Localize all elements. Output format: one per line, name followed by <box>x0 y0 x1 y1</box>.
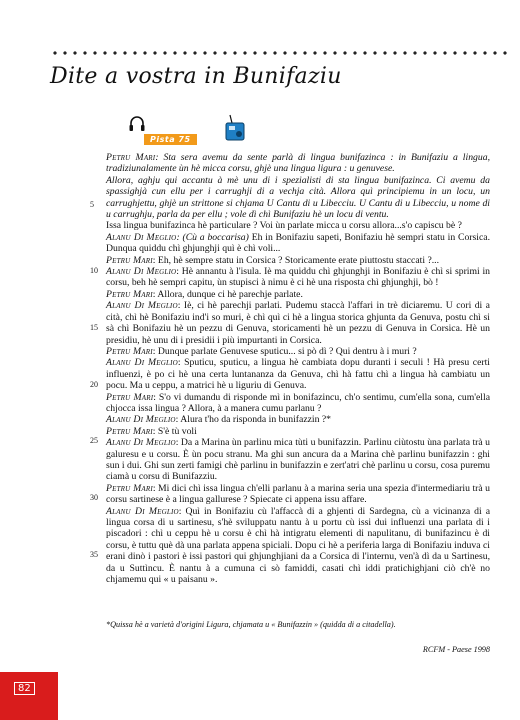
speaker-label: Petru Mari <box>106 482 153 494</box>
speaker-label: Alanu Di Meglio <box>106 231 177 243</box>
line-number: 25 <box>90 436 98 445</box>
paragraph: Petru Mari: Allora, dunque ci hè parechje parlate. <box>106 288 303 300</box>
headphones-icon <box>128 114 146 134</box>
radio-icon <box>224 114 246 142</box>
dialogue-text <box>106 152 490 585</box>
paragraph: Alanu Di Meglio: Quì in Bonifaziu cù l'affaccà di a ghjenti di Sardegna, cù a vicinanza di a lingua corsa di u sartinesu, s'hè sviluppatu nantu à u portu cù issi dui influenzi una parlata di i piscadori : chì u ceppu hè u corsu è chì hà intigratu elementi di napulitanu, di bunifazincu è di corsu, è tuttu què dà una parlata appena spiciali. Dopu ci hè a periferia larga di Bonifaziu induva ci erani dinò i pastori è issi pastori qui ghjunghjiani da a Corsica di l'internu, ven'à dì da u Sartinesu, da u Suttìncu. È nantu à a cumuna ci sò famiddi, casati chì iddi pratichighjani ciò ch'è no chjamemu qui « u paisanu ». <box>106 505 490 586</box>
paragraph: Petru Mari: Sta sera avemu da sente parlà di lingua bunifazinca : in Bunifaziu a lingua, tradiziunalamente ùn hè micca corsu, ghjè una lingua ligura : u genuvese. <box>106 152 490 175</box>
paragraph: Petru Mari: S'o vi dumandu di risponde mì in bonifazincu, ch'o sentimu, cum'ella sona, cum'ella chjocca issa lingua ? Allora, à a manera cumu parlanu ? <box>106 391 490 414</box>
speaker-label: Petru Mari <box>106 288 153 300</box>
line-number: 35 <box>90 550 98 559</box>
speaker-label: Alanu Di Meglio <box>106 505 179 517</box>
line-number: 20 <box>90 380 98 389</box>
paragraph: Petru Mari: Eh, hè sempre statu in Corsica ? Storicamente erate piuttostu staccati ?... <box>106 254 440 266</box>
speaker-label: Alanu Di Meglio <box>106 300 178 312</box>
page-title: Dite a vostra in Bunifaziu <box>50 64 342 89</box>
speaker-label: Alanu Di Meglio <box>106 357 178 369</box>
speaker-label: Petru Mari <box>106 345 153 357</box>
speaker-label: Alanu Di Meglio <box>106 437 176 449</box>
source-credit: RCFM - Paese 1998 <box>422 645 490 654</box>
paragraph: Petru Mari: Mi dici chì issa lingua ch'elli parlanu à a marina seria una spezia d'intermediariu trà u corsu sartinese è a lingua gallurese ? Spiecate ci appena issu affare. <box>106 482 490 506</box>
paragraph: Alanu Di Meglio: Sputicu, sputicu, a lingua hè cambiata dopu duranti i seculi ! Hà presu certi influenzi, è po ci hè una certa luntananza da Genuva, chì hà fattu chì a lingua hà cambiatu un pocu. Ma u ceppu, a matrici hè u liguriu di Genuva. <box>106 357 490 392</box>
footnote: *Quissa hè a varietà d'origini Ligura, chjamata u « Bunifazzin » (quidda di a citadella). <box>106 620 396 629</box>
paragraph: Petru Mari: Dunque parlate Genuvese sputicu... si pò dì ? Qui dentru à i muri ? <box>106 345 417 357</box>
paragraph: Petru Mari: S'è tù voli <box>106 425 197 437</box>
line-number: 5 <box>90 200 94 209</box>
track-badge: Pista 75 <box>144 134 197 145</box>
page-number: 82 <box>14 682 35 695</box>
dotted-rule <box>50 50 512 56</box>
paragraph: Alanu Di Meglio: (Cù a boccarisa) Eh in Bonifaziu sapeti, Bonifaziu hè sempri statu in Corsica. Dunqua quiddu chì ghjunghji quì è chì voli... <box>106 231 490 255</box>
paragraph: Alanu Di Meglio: Alura t'ho da risponda in bunifazzin ?* <box>106 414 332 426</box>
line-number: 10 <box>90 266 98 275</box>
speaker-label: Petru Mari <box>106 425 153 437</box>
paragraph: Alanu Di Meglio: Da a Marina ùn parlinu mica tùti u bunifazzin. Parlinu ciùtostu ùna parlata trà u galuresu e u corsu. È ùn pocu stranu. Ma ghi sun ancura da a Marina chè parlinu bunifazzin : ghi sun i dui. Ghi sun zerti famigi chè parlinu in bunifazzin e zert'atri chè parlinu u corsu, cosa puremu ciamà u corsu di Bunifazziu. <box>106 437 490 483</box>
speaker-label: Petru Mari <box>106 391 154 403</box>
line-number: 15 <box>90 323 98 332</box>
speaker-label: Petru Mari <box>106 152 156 163</box>
paragraph: Alanu Di Meglio: Iè, ci hè parechji parlati. Pudemu staccà l'affari in trè diciaremu. U cori di a cità, chì hè Bonifaziu ind'i so muri, è chì quì ci hè a lingua storica ghjunta da Genuva, postu chì si sà chì Bonifaziu hè un pezzu di Genuva, storicamenti hè un pezzu di Genuva in Corsica. Hè un presidiu, hè unu di i presidii i più impurtanti in Corsica. <box>106 300 490 346</box>
line-number: 30 <box>90 493 98 502</box>
paragraph: Alanu Di Meglio: Hè annantu à l'isula. Iè ma quiddu chì ghjunghji in Bonifaziu è chì si sprimi in corsu, beh hè sempri capitu, ùn stupisci à nimu è ci hè una risposta chì ghjunghji, bò ! <box>106 266 490 289</box>
paragraph: Allora, aghju qui accantu à mè unu di i spezialisti di sta lingua bunifazinca. Ci avemu da spassighjà cun ellu per i carrughji di a vechja cità. Allora quì principiemu in un locu, un carrughjettu, ghjè un strittone si chjama U Cantu di u Libecciu. U Cantu di u Libecciu, u nome di u carrughju, parla da per ellu ; vole dì chì Bunifaziu hè un locu di ventu. <box>106 174 490 221</box>
page-number-box <box>0 672 58 720</box>
speaker-label: Alanu Di Meglio <box>106 266 177 278</box>
paragraph: Issa lingua bunifazinca hè particulare ? Voi ùn parlate micca u corsu allora...s'o capiscu bè ? <box>106 220 462 232</box>
speaker-label: Petru Mari <box>106 254 153 266</box>
speaker-label: Alanu Di Meglio <box>106 414 176 426</box>
audio-track <box>128 114 248 148</box>
